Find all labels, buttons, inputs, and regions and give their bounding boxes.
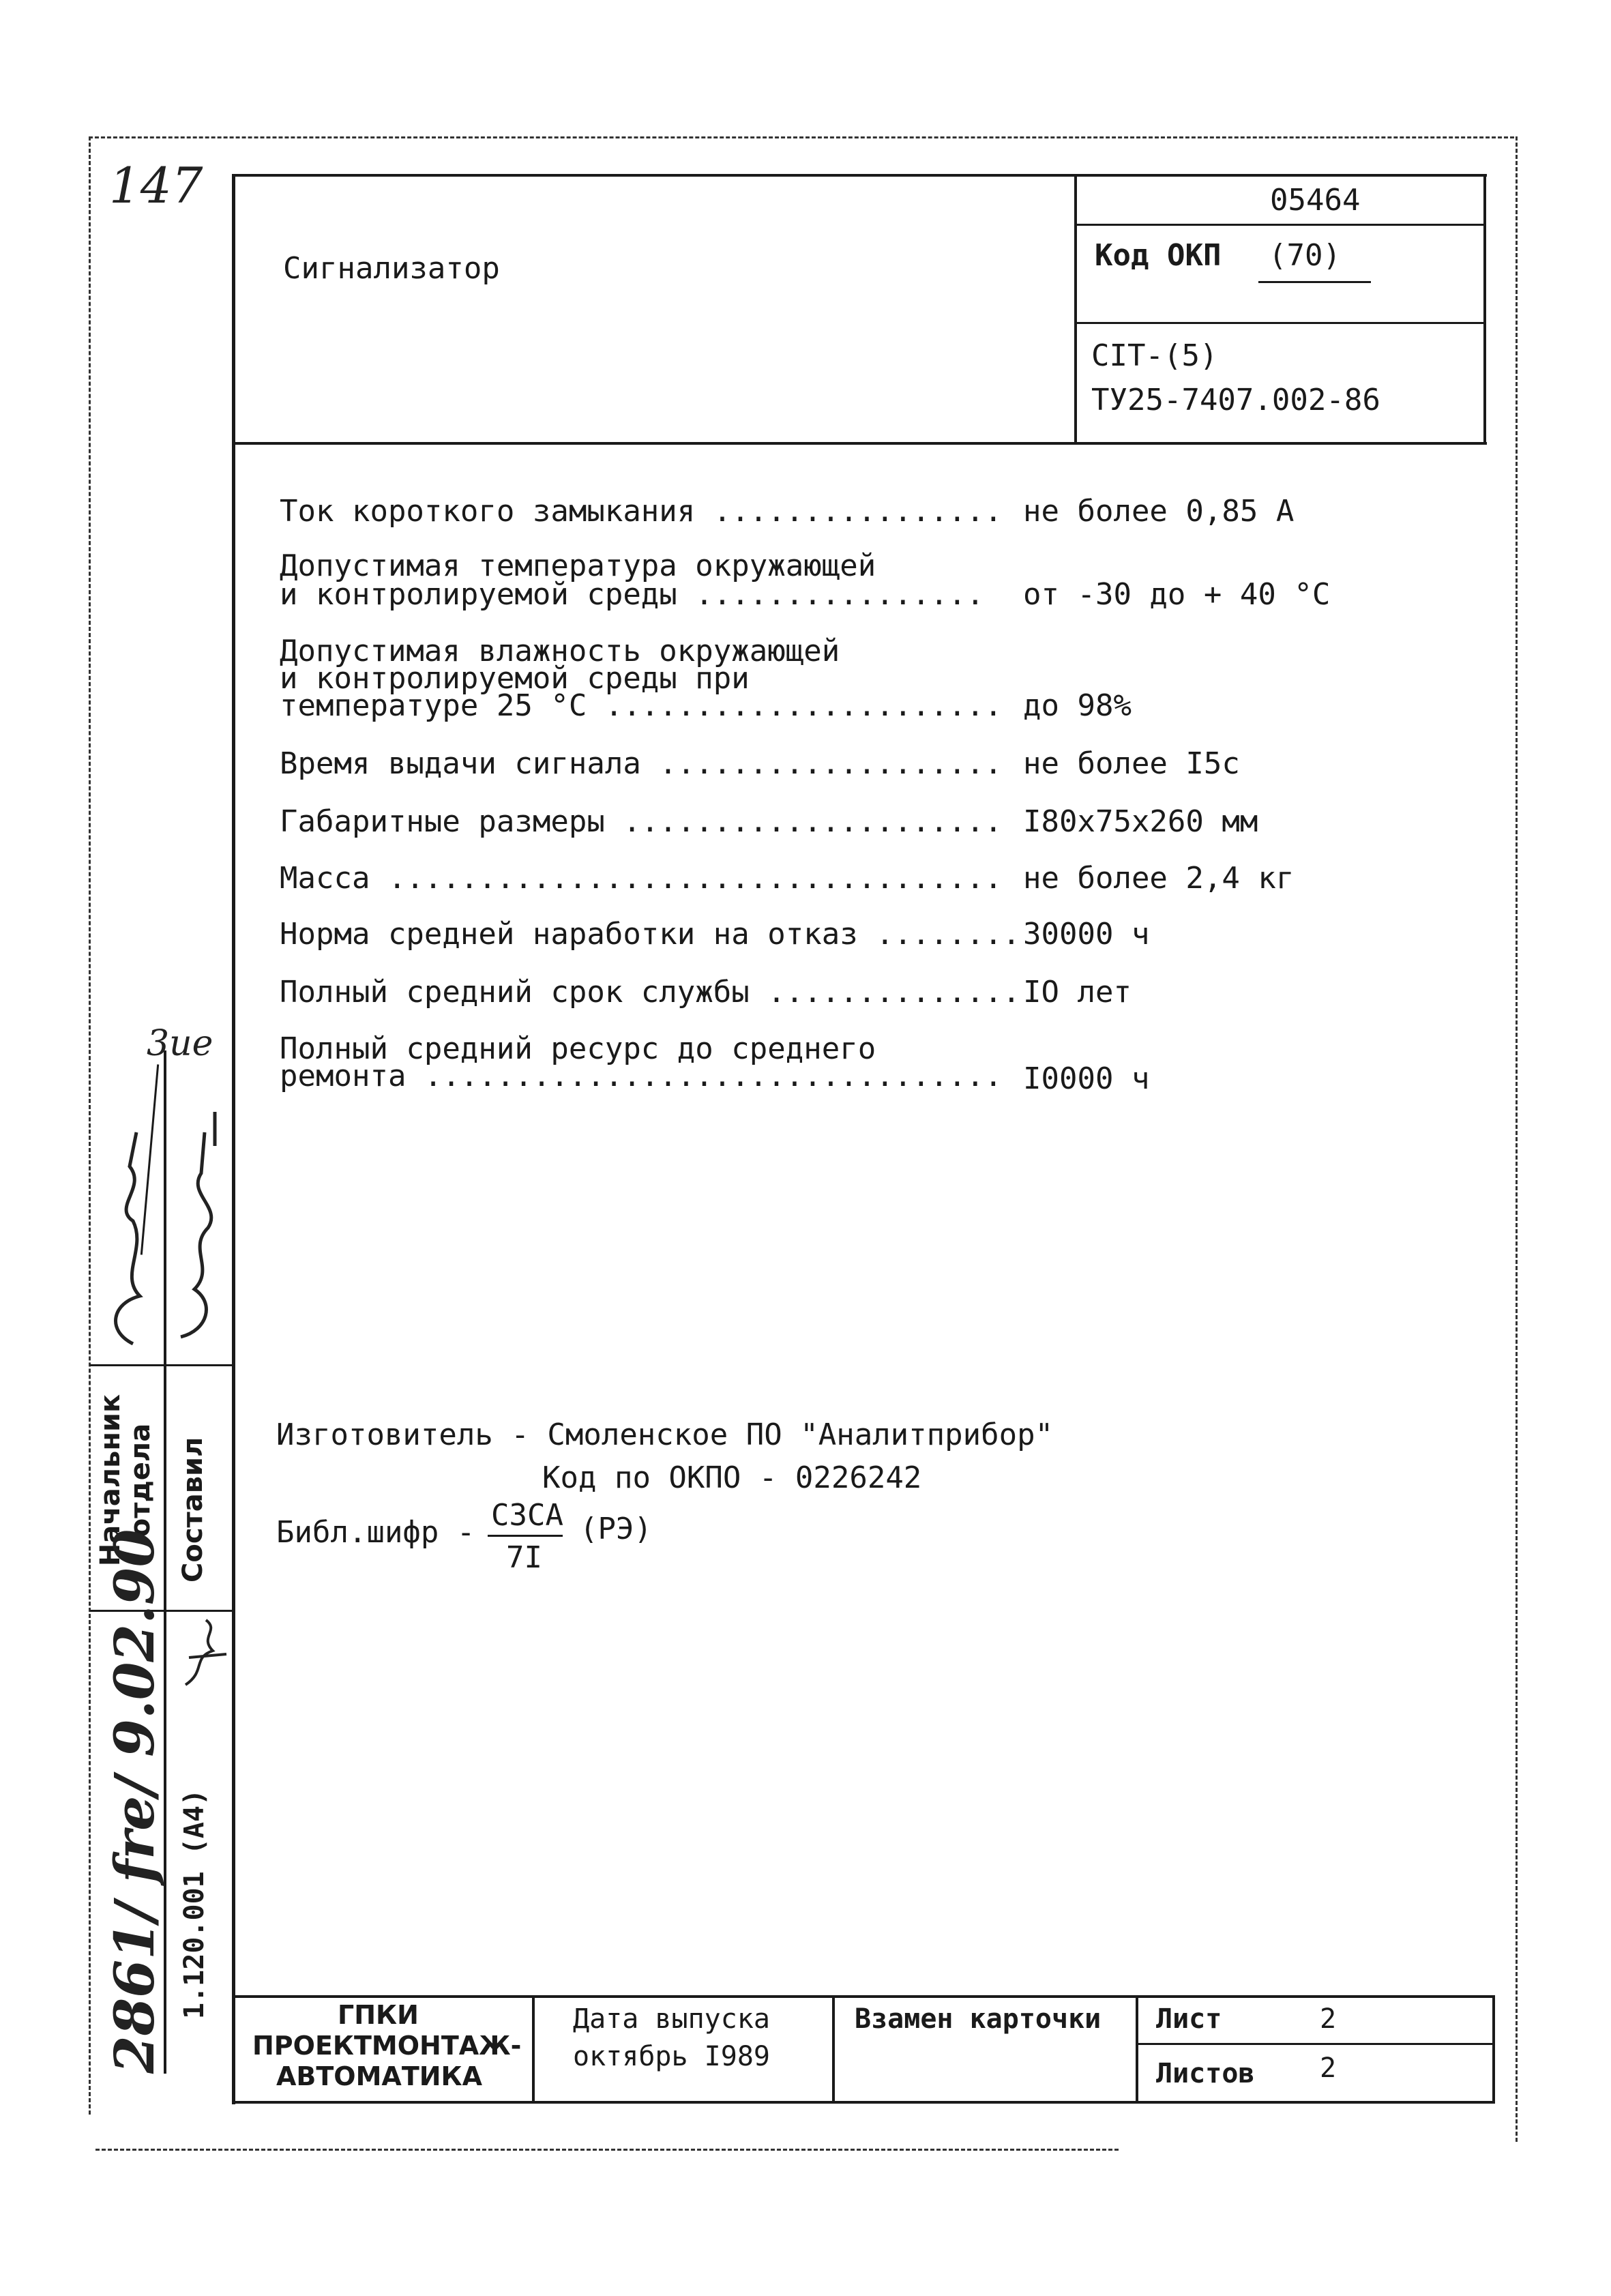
okpo-code: Код по ОКПО - 0226242 (542, 1460, 922, 1495)
spec-value: до 98% (1023, 688, 1132, 723)
footer-top-rule (232, 1995, 1495, 1998)
spec-value: не более 0,85 А (1023, 494, 1295, 529)
spec-label: Допустимая влажность окружающей (280, 634, 840, 668)
signature-head-of-dept (92, 1125, 160, 1351)
head-of-dept-label: Начальник отдела (95, 1394, 156, 1567)
footer-col3 (1136, 1995, 1138, 2104)
replace-label: Взамен карточки (855, 2003, 1102, 2035)
okp-value: (70) (1269, 238, 1341, 273)
header-okp-rule (1074, 322, 1486, 324)
sheet-label: Лист (1156, 2003, 1222, 2035)
spec-label: ремонта ................................ (280, 1059, 1003, 1093)
sheets-value: 2 (1320, 2052, 1337, 2084)
spec-value: не более I5с (1023, 746, 1240, 781)
spec-label: Ток короткого замыкания ................ (280, 494, 1003, 529)
spec-value: I80х75х260 мм (1023, 804, 1258, 839)
bibl-suffix: (РЭ) (580, 1512, 652, 1546)
spec-value: 30000 ч (1023, 917, 1150, 952)
header-bottom-rule (232, 442, 1487, 445)
left-dashed-border (89, 136, 91, 2115)
spec-label: Время выдачи сигнала ................... (280, 746, 1003, 781)
spec-label: и контролируемой среды при (280, 661, 750, 696)
bibl-label: Библ.шифр - (276, 1515, 475, 1550)
spec-label: Допустимая температура окружающей (280, 548, 876, 583)
spec-label: и контролируемой среды ................ (280, 577, 985, 612)
org-line2: ПРОЕКТМОНТАЖ- (252, 2031, 522, 2061)
product-title: Сигнализатор (283, 251, 500, 286)
header-code-rule (1074, 224, 1486, 226)
issue-date: октябрь I989 (573, 2041, 770, 2072)
spec-value: не более 2,4 кг (1023, 861, 1295, 896)
signature-small (179, 1617, 233, 1692)
spec-value: I0000 ч (1023, 1061, 1150, 1096)
right-dashed-border (1516, 136, 1518, 2142)
footer-bottom-rule (232, 2101, 1495, 2104)
spec-value: от -30 до + 40 °С (1023, 577, 1331, 612)
compiled-by-label: Составил (177, 1437, 209, 1583)
handwritten-date: 2861/ fre/ 9.02.90 (102, 1529, 166, 2074)
bibl-numerator: СЗСА (491, 1498, 563, 1533)
signature-compiled-by (167, 1105, 232, 1351)
sheets-label: Листов (1156, 2058, 1255, 2089)
okp-label: Код ОКП (1095, 238, 1222, 273)
footer-sheet-rule (1136, 2043, 1495, 2045)
header-divider (1074, 174, 1077, 443)
code-number: 05464 (1270, 183, 1361, 218)
spec-label: температуре 25 °С ...................... (280, 688, 1003, 723)
spec-label: Норма средней наработки на отказ ........ (280, 917, 1021, 952)
frame-top (232, 174, 1487, 177)
sheet-value: 2 (1320, 2003, 1337, 2035)
org-line3: АВТОМАТИКА (276, 2061, 483, 2091)
spec-document: ТУ25-7407.002-86 (1091, 383, 1380, 417)
spec-label: Полный средний ресурс до среднего (280, 1031, 876, 1066)
spec-value: IO лет (1023, 975, 1132, 1010)
form-code: 1.120.001 (А4) (179, 1789, 210, 2019)
model-code: СIТ-(5) (1091, 338, 1218, 373)
org-line1: ГПКИ (338, 2000, 419, 2030)
spec-label: Масса .................................. (280, 861, 1003, 896)
bibl-denominator: 7I (506, 1540, 542, 1575)
bibl-fraction-bar (488, 1535, 563, 1537)
bottom-dashed-border (95, 2149, 1119, 2151)
spec-label: Габаритные размеры ..................... (280, 804, 1003, 839)
footer-right-edge (1492, 1995, 1495, 2104)
top-dashed-border (89, 136, 1514, 138)
frame-right-top (1483, 174, 1486, 443)
manufacturer-line: Изготовитель - Смоленское ПО "Аналитприбор" (276, 1417, 1054, 1452)
footer-col1 (532, 1995, 535, 2104)
footer-col2 (832, 1995, 835, 2104)
page-number-handwritten: 147 (109, 157, 203, 214)
side-panel-top-rule (90, 1364, 233, 1366)
spec-label: Полный средний срок службы .............. (280, 975, 1021, 1010)
frame-left (232, 174, 235, 2104)
issue-label: Дата выпуска (573, 2003, 770, 2035)
okp-underline (1258, 281, 1371, 283)
handwritten-note: 3ие (147, 1023, 213, 1064)
